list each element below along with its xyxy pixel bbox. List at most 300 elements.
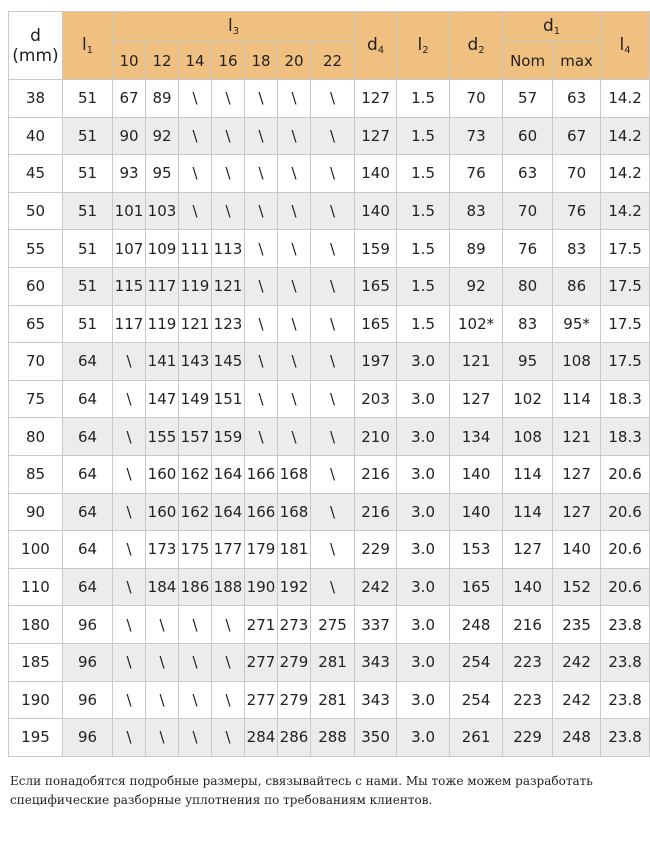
cell-l3: 159 bbox=[212, 418, 245, 456]
cell-d2: 73 bbox=[450, 117, 503, 155]
table-row bbox=[9, 343, 650, 381]
cell-l1: 64 bbox=[63, 418, 113, 456]
cell-d1-nom: 83 bbox=[503, 305, 553, 343]
cell-l1: 96 bbox=[63, 719, 113, 757]
cell-l3: 186 bbox=[179, 568, 212, 606]
cell-l4: 17.5 bbox=[601, 305, 650, 343]
cell-d2: 165 bbox=[450, 568, 503, 606]
cell-l3: 179 bbox=[245, 531, 278, 569]
cell-d: 38 bbox=[9, 80, 63, 118]
cell-l4: 20.6 bbox=[601, 455, 650, 493]
cell-l4: 23.8 bbox=[601, 681, 650, 719]
cell-l3: 273 bbox=[278, 606, 311, 644]
cell-l3: 117 bbox=[146, 267, 179, 305]
header-d1-max: max bbox=[553, 42, 601, 80]
cell-d4: 337 bbox=[355, 606, 397, 644]
cell-l3: \ bbox=[179, 719, 212, 757]
cell-d2: 140 bbox=[450, 455, 503, 493]
cell-l2: 1.5 bbox=[397, 192, 450, 230]
cell-l3: \ bbox=[179, 606, 212, 644]
cell-l3: \ bbox=[212, 117, 245, 155]
cell-l4: 18.3 bbox=[601, 380, 650, 418]
cell-l3: \ bbox=[113, 531, 146, 569]
cell-d1-nom: 60 bbox=[503, 117, 553, 155]
cell-l3: \ bbox=[278, 305, 311, 343]
cell-d1-nom: 223 bbox=[503, 681, 553, 719]
table-row bbox=[9, 267, 650, 305]
cell-l3: 271 bbox=[245, 606, 278, 644]
cell-d1-max: 242 bbox=[553, 643, 601, 681]
cell-d1-max: 127 bbox=[553, 455, 601, 493]
cell-l3: \ bbox=[179, 80, 212, 118]
cell-d4: 229 bbox=[355, 531, 397, 569]
cell-l1: 51 bbox=[63, 192, 113, 230]
cell-d1-max: 76 bbox=[553, 192, 601, 230]
header-l4: $l_4$ bbox=[601, 12, 650, 80]
cell-l3: \ bbox=[311, 230, 355, 268]
cell-l3: 109 bbox=[146, 230, 179, 268]
cell-l4: 14.2 bbox=[601, 192, 650, 230]
cell-d2: 102* bbox=[450, 305, 503, 343]
cell-l3: 281 bbox=[311, 643, 355, 681]
cell-l1: 51 bbox=[63, 80, 113, 118]
cell-l2: 3.0 bbox=[397, 643, 450, 681]
cell-l1: 96 bbox=[63, 606, 113, 644]
cell-l2: 1.5 bbox=[397, 267, 450, 305]
cell-l3: \ bbox=[311, 267, 355, 305]
cell-l1: 51 bbox=[63, 230, 113, 268]
cell-l3: \ bbox=[113, 380, 146, 418]
cell-l3: 168 bbox=[278, 493, 311, 531]
cell-l3: \ bbox=[146, 606, 179, 644]
cell-l3: \ bbox=[311, 343, 355, 381]
cell-l3: \ bbox=[311, 568, 355, 606]
table-row bbox=[9, 719, 650, 757]
cell-l3: \ bbox=[245, 230, 278, 268]
cell-l1: 64 bbox=[63, 455, 113, 493]
cell-d1-nom: 57 bbox=[503, 80, 553, 118]
cell-l4: 23.8 bbox=[601, 719, 650, 757]
cell-l4: 17.5 bbox=[601, 343, 650, 381]
cell-l3: \ bbox=[245, 155, 278, 193]
cell-d: 80 bbox=[9, 418, 63, 456]
cell-d1-nom: 114 bbox=[503, 455, 553, 493]
cell-l3: \ bbox=[179, 155, 212, 193]
cell-d1-nom: 102 bbox=[503, 380, 553, 418]
cell-l3: \ bbox=[278, 380, 311, 418]
cell-l2: 3.0 bbox=[397, 455, 450, 493]
cell-l3: \ bbox=[212, 80, 245, 118]
cell-l3: \ bbox=[212, 192, 245, 230]
cell-l1: 51 bbox=[63, 267, 113, 305]
cell-l3: 101 bbox=[113, 192, 146, 230]
cell-l3: \ bbox=[113, 418, 146, 456]
cell-l3: \ bbox=[212, 719, 245, 757]
cell-l3: \ bbox=[113, 455, 146, 493]
cell-d4: 140 bbox=[355, 155, 397, 193]
header-row-top bbox=[9, 12, 650, 42]
table-row bbox=[9, 305, 650, 343]
header-l2: $l_2$ bbox=[397, 12, 450, 80]
header-l3-size: 10 bbox=[113, 42, 146, 80]
cell-l3: \ bbox=[212, 606, 245, 644]
cell-d4: 127 bbox=[355, 80, 397, 118]
cell-l3: \ bbox=[146, 681, 179, 719]
cell-l3: 160 bbox=[146, 493, 179, 531]
cell-d4: 210 bbox=[355, 418, 397, 456]
cell-d1-max: 152 bbox=[553, 568, 601, 606]
cell-d1-nom: 63 bbox=[503, 155, 553, 193]
cell-d1-max: 127 bbox=[553, 493, 601, 531]
dimension-table bbox=[8, 11, 650, 757]
cell-d2: 153 bbox=[450, 531, 503, 569]
cell-d2: 261 bbox=[450, 719, 503, 757]
cell-l3: 279 bbox=[278, 643, 311, 681]
table-row bbox=[9, 493, 650, 531]
table-row bbox=[9, 455, 650, 493]
cell-l3: 90 bbox=[113, 117, 146, 155]
cell-l4: 14.2 bbox=[601, 117, 650, 155]
header-l3-size: 18 bbox=[245, 42, 278, 80]
cell-l3: \ bbox=[311, 192, 355, 230]
footnote: Если понадобятся подробные размеры, связывайтесь с нами. Мы тоже можем разработать специфические разборные уплотнения по требованиям клиентов. bbox=[10, 774, 593, 807]
cell-l3: 181 bbox=[278, 531, 311, 569]
cell-l3: \ bbox=[245, 418, 278, 456]
cell-l3: \ bbox=[113, 343, 146, 381]
cell-l1: 64 bbox=[63, 568, 113, 606]
cell-l1: 64 bbox=[63, 493, 113, 531]
cell-d: 85 bbox=[9, 455, 63, 493]
cell-l3: \ bbox=[278, 343, 311, 381]
table-row bbox=[9, 568, 650, 606]
cell-l3: \ bbox=[245, 80, 278, 118]
cell-l2: 3.0 bbox=[397, 681, 450, 719]
cell-l2: 3.0 bbox=[397, 493, 450, 531]
cell-d1-nom: 70 bbox=[503, 192, 553, 230]
cell-l4: 18.3 bbox=[601, 418, 650, 456]
cell-d1-nom: 108 bbox=[503, 418, 553, 456]
cell-l3: 277 bbox=[245, 643, 278, 681]
table-row bbox=[9, 380, 650, 418]
cell-l3: \ bbox=[245, 267, 278, 305]
table-row bbox=[9, 192, 650, 230]
cell-l3: \ bbox=[278, 155, 311, 193]
cell-d1-max: 86 bbox=[553, 267, 601, 305]
cell-l3: 121 bbox=[179, 305, 212, 343]
cell-d2: 83 bbox=[450, 192, 503, 230]
cell-d: 190 bbox=[9, 681, 63, 719]
cell-l3: \ bbox=[311, 418, 355, 456]
cell-d1-nom: 223 bbox=[503, 643, 553, 681]
cell-l3: \ bbox=[179, 117, 212, 155]
cell-d1-nom: 95 bbox=[503, 343, 553, 381]
cell-l3: 113 bbox=[212, 230, 245, 268]
cell-l4: 14.2 bbox=[601, 155, 650, 193]
cell-l3: 286 bbox=[278, 719, 311, 757]
cell-d1-nom: 216 bbox=[503, 606, 553, 644]
cell-d1-max: 83 bbox=[553, 230, 601, 268]
cell-l3: 162 bbox=[179, 455, 212, 493]
cell-l1: 51 bbox=[63, 155, 113, 193]
cell-d4: 165 bbox=[355, 267, 397, 305]
cell-l3: 177 bbox=[212, 531, 245, 569]
table-row bbox=[9, 643, 650, 681]
cell-d: 65 bbox=[9, 305, 63, 343]
cell-l3: 275 bbox=[311, 606, 355, 644]
cell-l3: \ bbox=[113, 568, 146, 606]
cell-l3: 284 bbox=[245, 719, 278, 757]
cell-d1-nom: 229 bbox=[503, 719, 553, 757]
cell-d2: 89 bbox=[450, 230, 503, 268]
cell-d2: 70 bbox=[450, 80, 503, 118]
cell-d: 45 bbox=[9, 155, 63, 193]
cell-l3: 277 bbox=[245, 681, 278, 719]
cell-l3: 107 bbox=[113, 230, 146, 268]
table-row bbox=[9, 418, 650, 456]
header-l3: $l_3$ bbox=[113, 12, 355, 42]
cell-l3: 168 bbox=[278, 455, 311, 493]
cell-d4: 165 bbox=[355, 305, 397, 343]
cell-l2: 3.0 bbox=[397, 531, 450, 569]
cell-l3: 166 bbox=[245, 455, 278, 493]
cell-d1-max: 248 bbox=[553, 719, 601, 757]
cell-d: 100 bbox=[9, 531, 63, 569]
cell-l3: \ bbox=[146, 719, 179, 757]
header-d1: $d_1$ bbox=[503, 12, 601, 42]
cell-d2: 248 bbox=[450, 606, 503, 644]
cell-l3: 93 bbox=[113, 155, 146, 193]
cell-d1-nom: 76 bbox=[503, 230, 553, 268]
cell-l3: 166 bbox=[245, 493, 278, 531]
cell-d1-max: 95* bbox=[553, 305, 601, 343]
cell-d1-max: 108 bbox=[553, 343, 601, 381]
cell-l3: \ bbox=[278, 192, 311, 230]
cell-l3: 115 bbox=[113, 267, 146, 305]
cell-d: 90 bbox=[9, 493, 63, 531]
header-l3-size: 12 bbox=[146, 42, 179, 80]
header-d2: $d_2$ bbox=[450, 12, 503, 80]
table-row bbox=[9, 531, 650, 569]
header-d1-nom: Nom bbox=[503, 42, 553, 80]
cell-d4: 127 bbox=[355, 117, 397, 155]
header-l3-size: 20 bbox=[278, 42, 311, 80]
cell-l1: 51 bbox=[63, 305, 113, 343]
cell-l3: 164 bbox=[212, 493, 245, 531]
cell-d1-max: 63 bbox=[553, 80, 601, 118]
cell-d2: 76 bbox=[450, 155, 503, 193]
cell-l3: 123 bbox=[212, 305, 245, 343]
cell-d1-max: 235 bbox=[553, 606, 601, 644]
table-row bbox=[9, 606, 650, 644]
cell-d: 40 bbox=[9, 117, 63, 155]
cell-l3: \ bbox=[179, 681, 212, 719]
cell-l3: 192 bbox=[278, 568, 311, 606]
cell-l3: 147 bbox=[146, 380, 179, 418]
cell-l3: \ bbox=[113, 719, 146, 757]
cell-l4: 20.6 bbox=[601, 531, 650, 569]
cell-l3: \ bbox=[311, 493, 355, 531]
cell-d: 60 bbox=[9, 267, 63, 305]
cell-l4: 17.5 bbox=[601, 230, 650, 268]
cell-l3: 95 bbox=[146, 155, 179, 193]
cell-d1-max: 121 bbox=[553, 418, 601, 456]
cell-d1-max: 114 bbox=[553, 380, 601, 418]
cell-l3: \ bbox=[245, 305, 278, 343]
cell-l3: \ bbox=[113, 681, 146, 719]
cell-d: 75 bbox=[9, 380, 63, 418]
cell-l3: \ bbox=[278, 230, 311, 268]
cell-l2: 1.5 bbox=[397, 305, 450, 343]
cell-l2: 3.0 bbox=[397, 568, 450, 606]
cell-l2: 1.5 bbox=[397, 80, 450, 118]
cell-l3: \ bbox=[245, 380, 278, 418]
cell-l3: 141 bbox=[146, 343, 179, 381]
cell-d4: 350 bbox=[355, 719, 397, 757]
cell-l4: 23.8 bbox=[601, 643, 650, 681]
cell-l2: 3.0 bbox=[397, 418, 450, 456]
cell-l3: \ bbox=[311, 80, 355, 118]
cell-l3: 89 bbox=[146, 80, 179, 118]
table-row bbox=[9, 230, 650, 268]
cell-l3: 164 bbox=[212, 455, 245, 493]
cell-d4: 216 bbox=[355, 493, 397, 531]
cell-l3: 162 bbox=[179, 493, 212, 531]
cell-l3: 160 bbox=[146, 455, 179, 493]
cell-l3: \ bbox=[212, 681, 245, 719]
cell-l1: 96 bbox=[63, 681, 113, 719]
cell-d2: 134 bbox=[450, 418, 503, 456]
cell-d2: 92 bbox=[450, 267, 503, 305]
cell-l3: \ bbox=[311, 531, 355, 569]
header-l3-size: 22 bbox=[311, 42, 355, 80]
cell-l3: 67 bbox=[113, 80, 146, 118]
cell-l3: 288 bbox=[311, 719, 355, 757]
cell-l3: \ bbox=[278, 80, 311, 118]
cell-d4: 159 bbox=[355, 230, 397, 268]
cell-d: 185 bbox=[9, 643, 63, 681]
cell-l3: \ bbox=[311, 155, 355, 193]
cell-l2: 3.0 bbox=[397, 380, 450, 418]
cell-d: 50 bbox=[9, 192, 63, 230]
cell-l3: \ bbox=[278, 418, 311, 456]
cell-l3: 119 bbox=[146, 305, 179, 343]
cell-l2: 3.0 bbox=[397, 343, 450, 381]
cell-d: 70 bbox=[9, 343, 63, 381]
cell-l3: \ bbox=[245, 117, 278, 155]
cell-l3: 149 bbox=[179, 380, 212, 418]
cell-l3: \ bbox=[146, 643, 179, 681]
cell-d1-nom: 114 bbox=[503, 493, 553, 531]
cell-l4: 17.5 bbox=[601, 267, 650, 305]
cell-d1-nom: 127 bbox=[503, 531, 553, 569]
cell-d4: 140 bbox=[355, 192, 397, 230]
table-body bbox=[9, 80, 650, 757]
cell-d4: 203 bbox=[355, 380, 397, 418]
cell-l3: \ bbox=[179, 192, 212, 230]
cell-l1: 64 bbox=[63, 380, 113, 418]
cell-d4: 343 bbox=[355, 643, 397, 681]
header-d4: $d_4$ bbox=[355, 12, 397, 80]
cell-d2: 140 bbox=[450, 493, 503, 531]
cell-l3: \ bbox=[113, 493, 146, 531]
cell-l3: 151 bbox=[212, 380, 245, 418]
cell-d1-nom: 80 bbox=[503, 267, 553, 305]
cell-l2: 1.5 bbox=[397, 117, 450, 155]
cell-l3: 188 bbox=[212, 568, 245, 606]
cell-l3: 111 bbox=[179, 230, 212, 268]
cell-l3: \ bbox=[311, 455, 355, 493]
header-l3-size: 16 bbox=[212, 42, 245, 80]
header-l1: $l_1$ bbox=[63, 12, 113, 80]
cell-d: 180 bbox=[9, 606, 63, 644]
cell-l3: 279 bbox=[278, 681, 311, 719]
cell-d2: 127 bbox=[450, 380, 503, 418]
cell-d4: 197 bbox=[355, 343, 397, 381]
cell-l2: 3.0 bbox=[397, 606, 450, 644]
table-row bbox=[9, 117, 650, 155]
cell-l3: 155 bbox=[146, 418, 179, 456]
cell-l3: 281 bbox=[311, 681, 355, 719]
cell-l3: 173 bbox=[146, 531, 179, 569]
header-d: d (mm) bbox=[9, 12, 63, 80]
cell-l3: 119 bbox=[179, 267, 212, 305]
cell-l1: 64 bbox=[63, 343, 113, 381]
cell-l3: 175 bbox=[179, 531, 212, 569]
cell-d2: 121 bbox=[450, 343, 503, 381]
cell-l1: 64 bbox=[63, 531, 113, 569]
cell-d1-max: 67 bbox=[553, 117, 601, 155]
cell-d2: 254 bbox=[450, 643, 503, 681]
cell-l3: 117 bbox=[113, 305, 146, 343]
header-l3-size: 14 bbox=[179, 42, 212, 80]
cell-l3: \ bbox=[245, 343, 278, 381]
cell-l3: 190 bbox=[245, 568, 278, 606]
cell-l3: 92 bbox=[146, 117, 179, 155]
cell-d2: 254 bbox=[450, 681, 503, 719]
cell-l4: 14.2 bbox=[601, 80, 650, 118]
cell-l3: 103 bbox=[146, 192, 179, 230]
cell-l2: 1.5 bbox=[397, 230, 450, 268]
cell-l1: 51 bbox=[63, 117, 113, 155]
cell-d1-max: 242 bbox=[553, 681, 601, 719]
cell-l3: 157 bbox=[179, 418, 212, 456]
cell-d: 55 bbox=[9, 230, 63, 268]
cell-l3: \ bbox=[311, 305, 355, 343]
table-row bbox=[9, 155, 650, 193]
cell-d4: 343 bbox=[355, 681, 397, 719]
cell-l3: \ bbox=[113, 643, 146, 681]
cell-l4: 20.6 bbox=[601, 493, 650, 531]
cell-l4: 20.6 bbox=[601, 568, 650, 606]
cell-l2: 1.5 bbox=[397, 155, 450, 193]
cell-l3: \ bbox=[311, 380, 355, 418]
table-row bbox=[9, 80, 650, 118]
cell-l3: \ bbox=[278, 267, 311, 305]
cell-d: 110 bbox=[9, 568, 63, 606]
cell-l3: 184 bbox=[146, 568, 179, 606]
table-row bbox=[9, 681, 650, 719]
cell-l4: 23.8 bbox=[601, 606, 650, 644]
cell-l2: 3.0 bbox=[397, 719, 450, 757]
cell-l3: \ bbox=[212, 643, 245, 681]
cell-l3: \ bbox=[113, 606, 146, 644]
cell-l3: \ bbox=[278, 117, 311, 155]
cell-l3: 143 bbox=[179, 343, 212, 381]
cell-l3: 121 bbox=[212, 267, 245, 305]
cell-d4: 242 bbox=[355, 568, 397, 606]
cell-d4: 216 bbox=[355, 455, 397, 493]
cell-l3: \ bbox=[245, 192, 278, 230]
